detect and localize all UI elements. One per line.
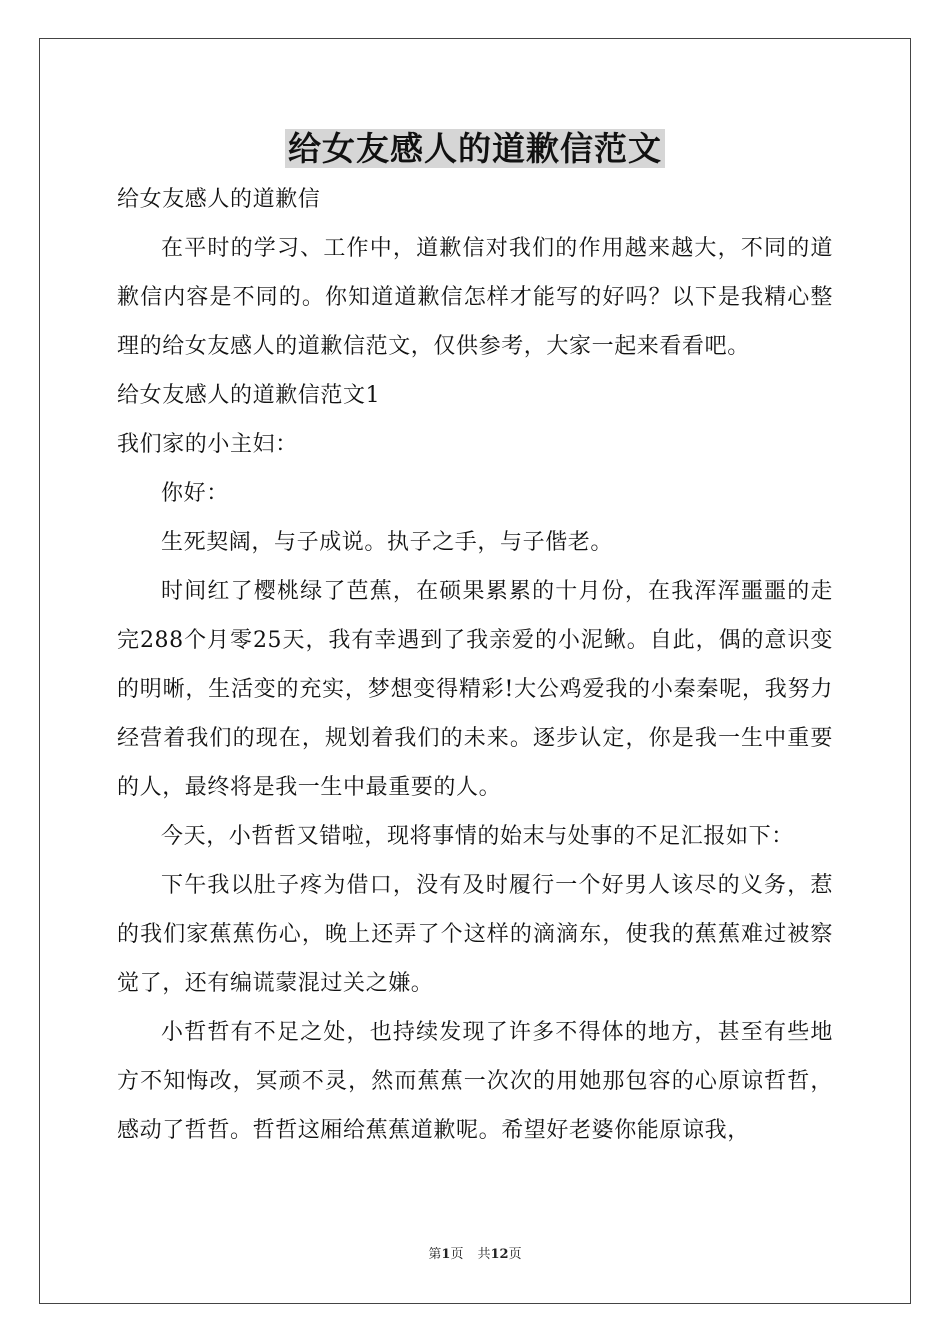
paragraph-greeting: 你好：: [161, 481, 229, 506]
paragraph-section-heading: 给女友感人的道歉信范文1: [117, 383, 381, 408]
footer-total-prefix: 共: [477, 1247, 491, 1262]
paragraph-salutation: 我们家的小主妇：: [117, 432, 298, 457]
paragraph-subtitle: 给女友感人的道歉信: [117, 187, 321, 212]
document-title: [0, 127, 950, 171]
document-title-text: 给女友感人的道歉信范文: [285, 129, 665, 168]
footer-page-prefix: 第: [428, 1247, 442, 1262]
paragraph-story: 时间红了樱桃绿了芭蕉，在硕果累累的十月份，在我浑浑噩噩的走完288个月零25天，我有幸遇到了我亲爱的小泥鳅。自此，偶的意识变的明晰，生活变的充实，梦想变得精彩!大公鸡爱我的小秦秦呢，我努力经营着我们的现在，规划着我们的未来。逐步认定，你是我一生中重要的人，最终将是我一生中最重要的人。: [117, 579, 833, 800]
paragraph-quote: 生死契阔，与子成说。执子之手，与子偕老。: [161, 530, 614, 555]
footer-total-suffix: 页: [508, 1247, 522, 1262]
paragraph-intro: 在平时的学习、工作中，道歉信对我们的作用越来越大，不同的道歉信内容是不同的。你知道道歉信怎样才能写的好吗？以下是我精心整理的给女友感人的道歉信范文，仅供参考，大家一起来看看吧。: [117, 236, 833, 359]
paragraph-apology: 小哲哲有不足之处，也持续发现了许多不得体的地方，甚至有些地方不知悔改，冥顽不灵，然而蕉蕉一次次的用她那包容的心原谅哲哲，感动了哲哲。哲哲这厢给蕉蕉道歉呢。希望好老婆你能原谅我，: [117, 1020, 833, 1143]
footer-page-current: 1: [441, 1247, 451, 1262]
document-body: [117, 175, 833, 1155]
footer-page-total: 12: [490, 1247, 509, 1262]
paragraph-incident: 下午我以肚子疼为借口，没有及时履行一个好男人该尽的义务，惹的我们家蕉蕉伤心，晚上还弄了个这样的滴滴东，使我的蕉蕉难过被察觉了，还有编谎蒙混过关之嫌。: [117, 873, 833, 996]
paragraph-report: 今天，小哲哲又错啦，现将事情的始末与处事的不足汇报如下：: [161, 824, 794, 849]
footer-page-suffix: 页: [450, 1247, 464, 1262]
page-footer: [0, 1246, 950, 1264]
